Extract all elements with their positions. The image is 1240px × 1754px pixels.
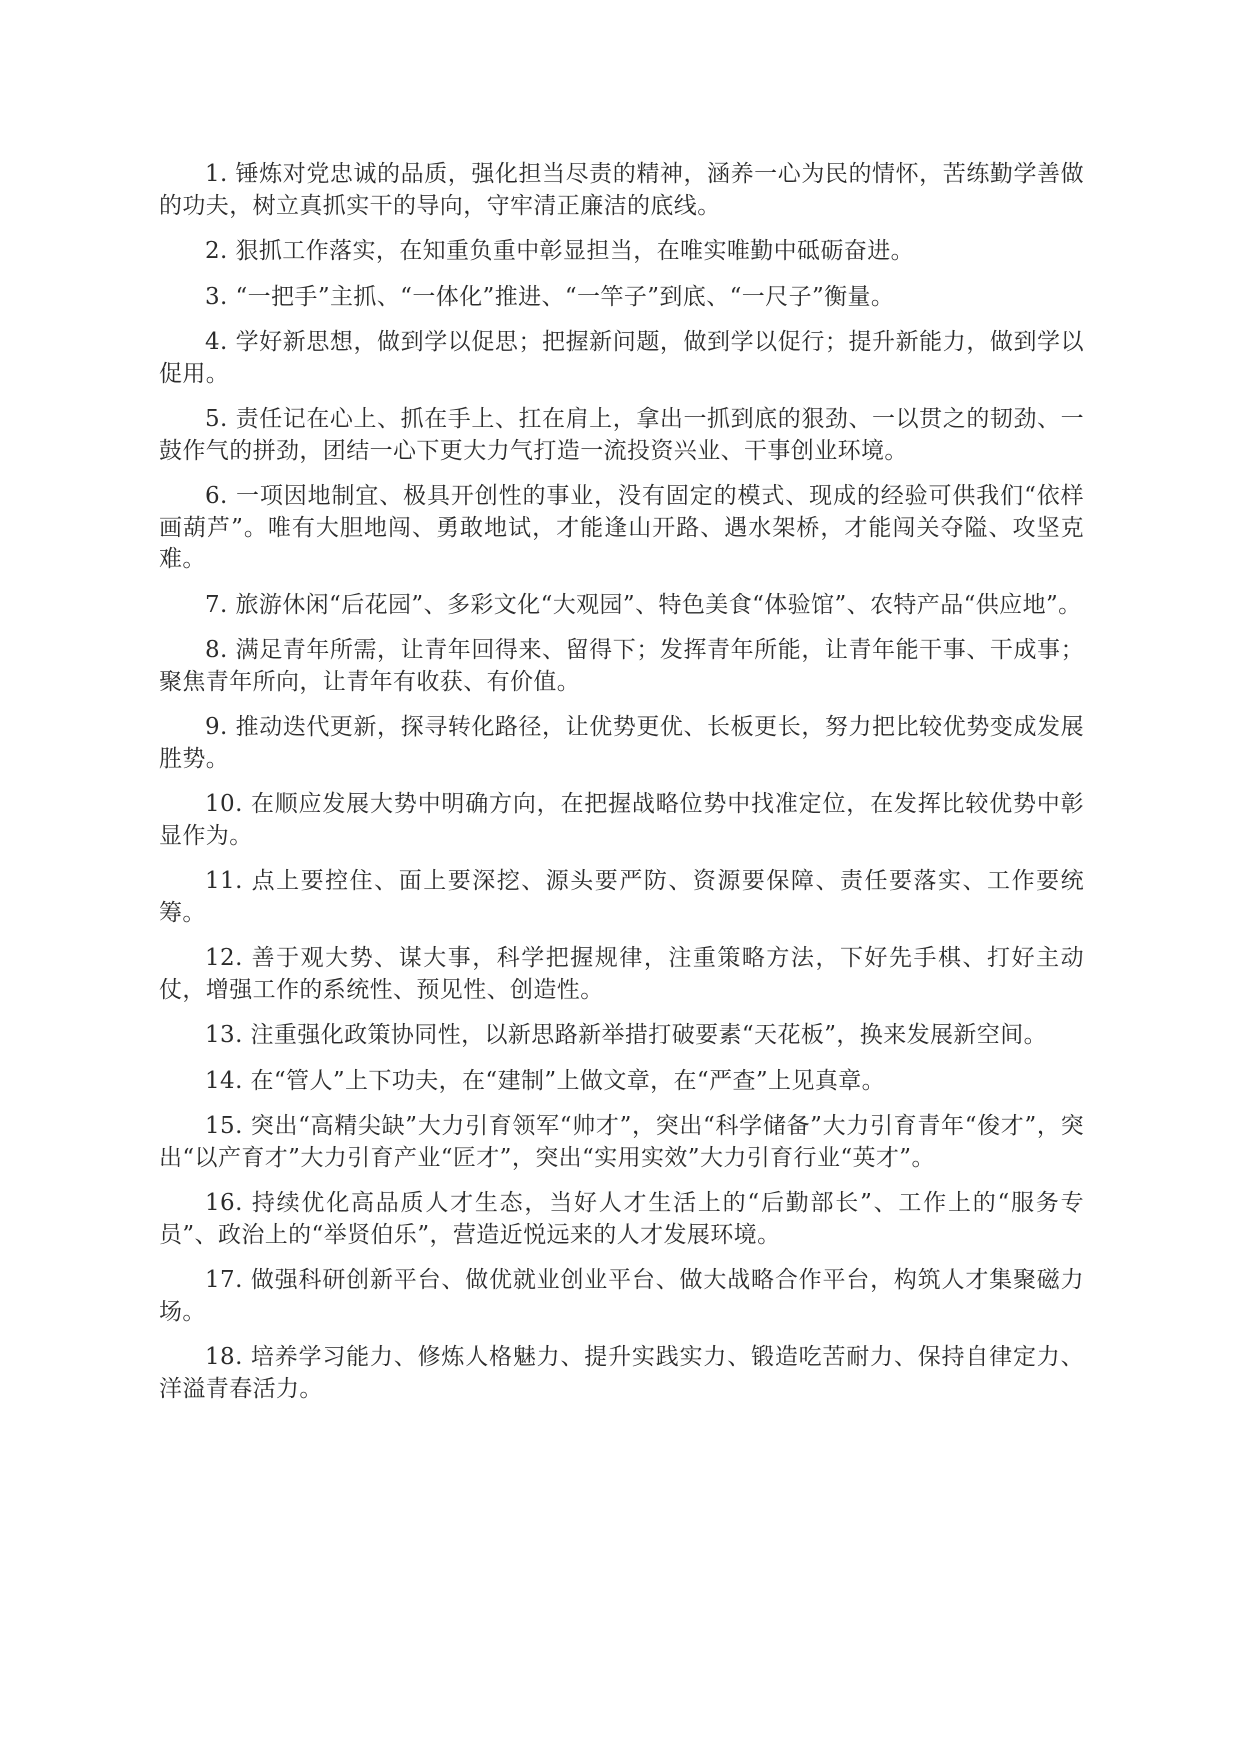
paragraph-15: 15. 突出“高精尖缺”大力引育领军“帅才”，突出“科学储备”大力引育青年“俊才”，突出“以产育才”大力引育产业“匠才”，突出“实用实效”大力引育行业“英才”。 xyxy=(159,1113,1084,1171)
paragraph-2: 2. 狠抓工作落实，在知重负重中彰显担当，在唯实唯勤中砥砺奋进。 xyxy=(205,238,915,264)
paragraph-7: 7. 旅游休闲“后花园”、多彩文化“大观园”、特色美食“体验馆”、农特产品“供应地”。 xyxy=(205,591,1082,618)
paragraph-18: 18. 培养学习能力、修炼人格魅力、提升实践实力、锻造吃苦耐力、保持自律定力、洋溢青春活力。 xyxy=(159,1344,1084,1402)
paragraph-10: 10. 在顺应发展大势中明确方向，在把握战略位势中找准定位，在发挥比较优势中彰显作为。 xyxy=(159,791,1084,849)
paragraph-13: 13. 注重强化政策协同性，以新思路新举措打破要素“天花板”，换来发展新空间。 xyxy=(205,1022,1048,1048)
paragraph-5: 5. 责任记在心上、抓在手上、扛在肩上，拿出一抓到底的狠劲、一以贯之的韧劲、一鼓作气的拼劲，团结一心下更大力气打造一流投资兴业、干事创业环境。 xyxy=(159,406,1084,464)
paragraph-4: 4. 学好新思想，做到学以促思；把握新问题，做到学以促行；提升新能力，做到学以促用。 xyxy=(159,329,1084,387)
paragraph-3: 3. “一把手”主抓、“一体化”推进、“一竿子”到底、“一尺子”衡量。 xyxy=(205,283,895,310)
paragraph-11: 11. 点上要控住、面上要深挖、源头要严防、资源要保障、责任要落实、工作要统筹。 xyxy=(159,868,1084,926)
paragraph-12: 12. 善于观大势、谋大事，科学把握规律，注重策略方法，下好先手棋、打好主动仗，增强工作的系统性、预见性、创造性。 xyxy=(159,945,1084,1003)
document-body xyxy=(159,159,1084,1419)
paragraph-14: 14. 在“管人”上下功夫，在“建制”上做文章，在“严查”上见真章。 xyxy=(205,1067,886,1094)
paragraph-16: 16. 持续优化高品质人才生态，当好人才生活上的“后勤部长”、工作上的“服务专员”、政治上的“举贤伯乐”，营造近悦远来的人才发展环境。 xyxy=(159,1190,1084,1248)
paragraph-6: 6. 一项因地制宜、极具开创性的事业，没有固定的模式、现成的经验可供我们“依样画葫芦”。唯有大胆地闯、勇敢地试，才能逢山开路、遇水架桥，才能闯关夺隘、攻坚克难。 xyxy=(159,483,1084,572)
paragraph-8: 8. 满足青年所需，让青年回得来、留得下；发挥青年所能，让青年能干事、干成事；聚焦青年所向，让青年有收获、有价值。 xyxy=(159,637,1084,695)
paragraph-1: 1. 锤炼对党忠诚的品质，强化担当尽责的精神，涵养一心为民的情怀，苦练勤学善做的功夫，树立真抓实干的导向，守牢清正廉洁的底线。 xyxy=(159,161,1084,219)
paragraph-17: 17. 做强科研创新平台、做优就业创业平台、做大战略合作平台，构筑人才集聚磁力场。 xyxy=(159,1267,1084,1325)
paragraph-9: 9. 推动迭代更新，探寻转化路径，让优势更优、长板更长，努力把比较优势变成发展胜势。 xyxy=(159,714,1084,772)
